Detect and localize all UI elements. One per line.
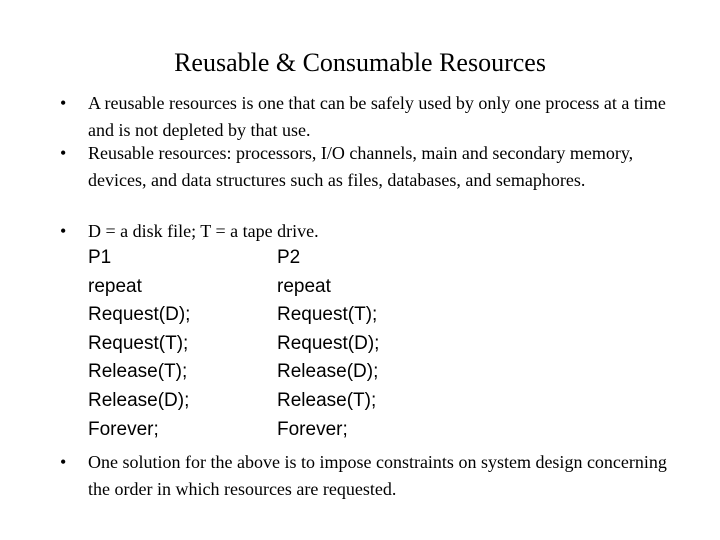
slide-title: Reusable & Consumable Resources: [174, 48, 546, 77]
bullet-item: [60, 140, 660, 221]
process-p1-column: [88, 244, 190, 444]
process-p2-column: [277, 244, 379, 444]
code-line: Release(D);: [88, 389, 190, 411]
bullet-item: [60, 218, 660, 245]
bullet-text: Reusable resources: processors, I/O channels, main and secondary memory, devices, and data structures such as files, databases, and semaphores.: [88, 143, 634, 190]
code-line: repeat: [277, 275, 331, 297]
code-line: Request(T);: [88, 332, 189, 354]
bullet-text: D = a disk file; T = a tape drive.: [88, 221, 319, 241]
bullet-icon: •: [60, 93, 67, 113]
bullet-icon: •: [60, 221, 67, 241]
code-line: Request(D);: [88, 304, 191, 326]
bullet-item: [60, 90, 666, 144]
code-line: Request(T);: [277, 304, 378, 326]
code-line: Request(D);: [277, 332, 380, 354]
bullet-item: [60, 449, 667, 503]
bullet-text: One solution for the above is to impose constraints on system design concerning the order in which resources are requested.: [88, 452, 667, 499]
code-line: repeat: [88, 275, 142, 297]
code-line: Forever;: [277, 418, 348, 440]
code-line: P2: [277, 247, 301, 268]
code-line: Forever;: [88, 418, 159, 440]
code-line: Release(D);: [277, 361, 379, 383]
bullet-icon: •: [60, 452, 67, 472]
bullet-icon: •: [60, 143, 67, 163]
code-line: Release(T);: [88, 361, 188, 383]
bullet-text: A reusable resources is one that can be safely used by only one process at a time and is not depleted by that use.: [88, 93, 666, 140]
code-line: Release(T);: [277, 389, 377, 411]
code-line: P1: [88, 247, 112, 268]
